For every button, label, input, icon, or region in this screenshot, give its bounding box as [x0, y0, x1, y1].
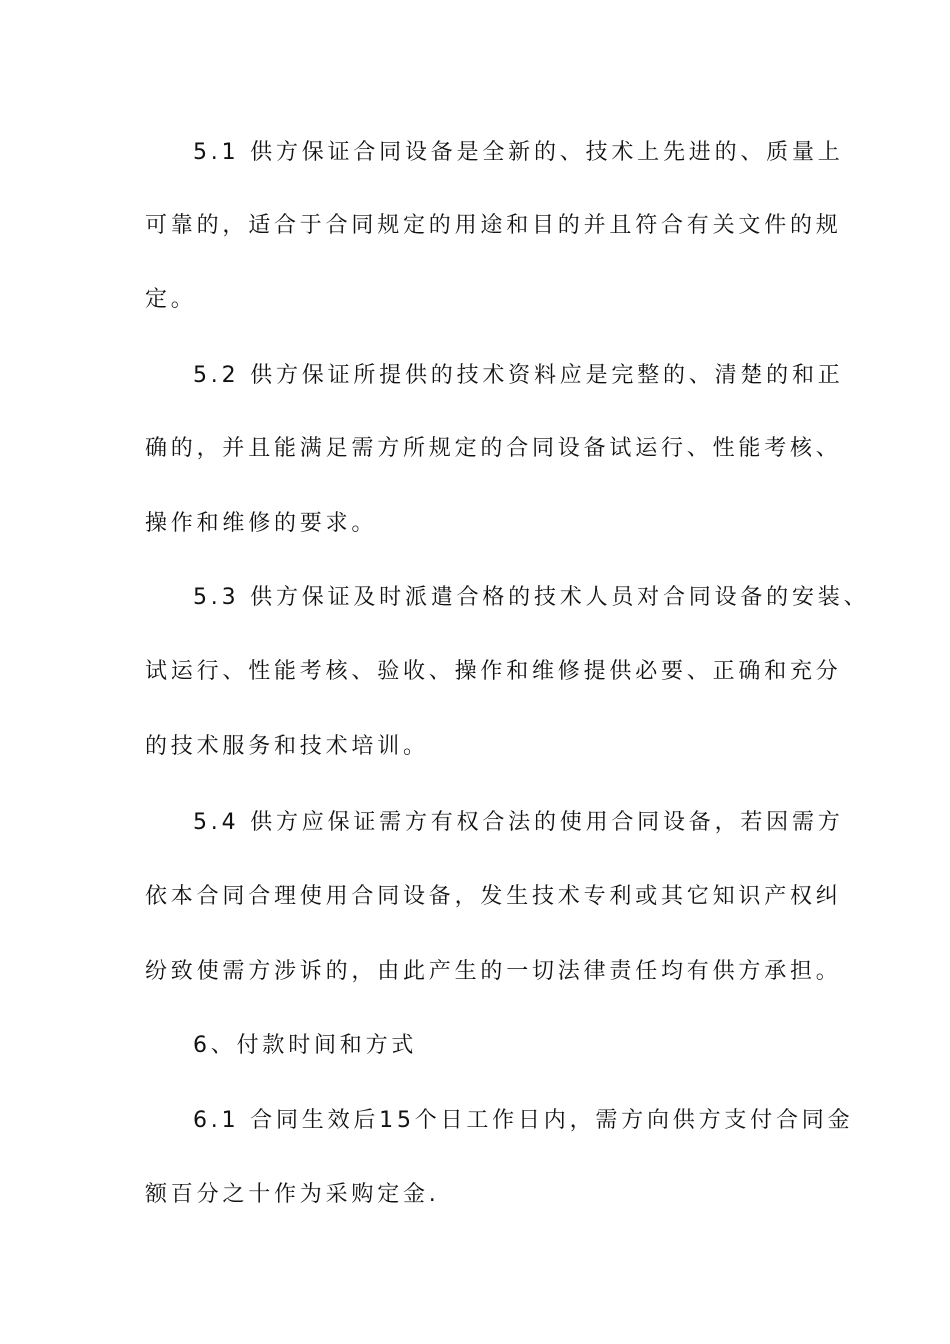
- section-6-heading: 6、付款时间和方式: [193, 1033, 418, 1058]
- clause-5-4-line-1: 5.4 供方应保证需方有权合法的使用合同设备，若因需方: [193, 810, 844, 835]
- clause-5-1-line-2: 可靠的，适合于合同规定的用途和目的并且符合有关文件的规: [145, 213, 842, 238]
- clause-5-3-line-3: 的技术服务和技术培训。: [145, 734, 429, 759]
- clause-5-3-line-2: 试运行、性能考核、验收、操作和维修提供必要、正确和充分: [145, 659, 842, 684]
- clause-5-2-line-1: 5.2 供方保证所提供的技术资料应是完整的、清楚的和正: [193, 363, 844, 388]
- clause-5-4-line-3: 纷致使需方涉诉的，由此产生的一切法律责任均有供方承担。: [145, 959, 842, 984]
- clause-6-1-line-2: 额百分之十作为采购定金.: [145, 1182, 440, 1207]
- clause-5-3-line-1: 5.3 供方保证及时派遣合格的技术人员对合同设备的安装、: [193, 585, 870, 610]
- clause-5-4-line-2: 依本合同合理使用合同设备，发生技术专利或其它知识产权纠: [145, 884, 842, 909]
- clause-6-1-line-1: 6.1 合同生效后15个日工作日内，需方向供方支付合同金: [193, 1108, 854, 1133]
- clause-5-2-line-2: 确的，并且能满足需方所规定的合同设备试运行、性能考核、: [145, 436, 842, 461]
- clause-5-1-line-3: 定。: [145, 287, 197, 312]
- clause-5-2-line-3: 操作和维修的要求。: [145, 511, 378, 536]
- clause-5-1-line-1: 5.1 供方保证合同设备是全新的、技术上先进的、质量上: [193, 140, 844, 165]
